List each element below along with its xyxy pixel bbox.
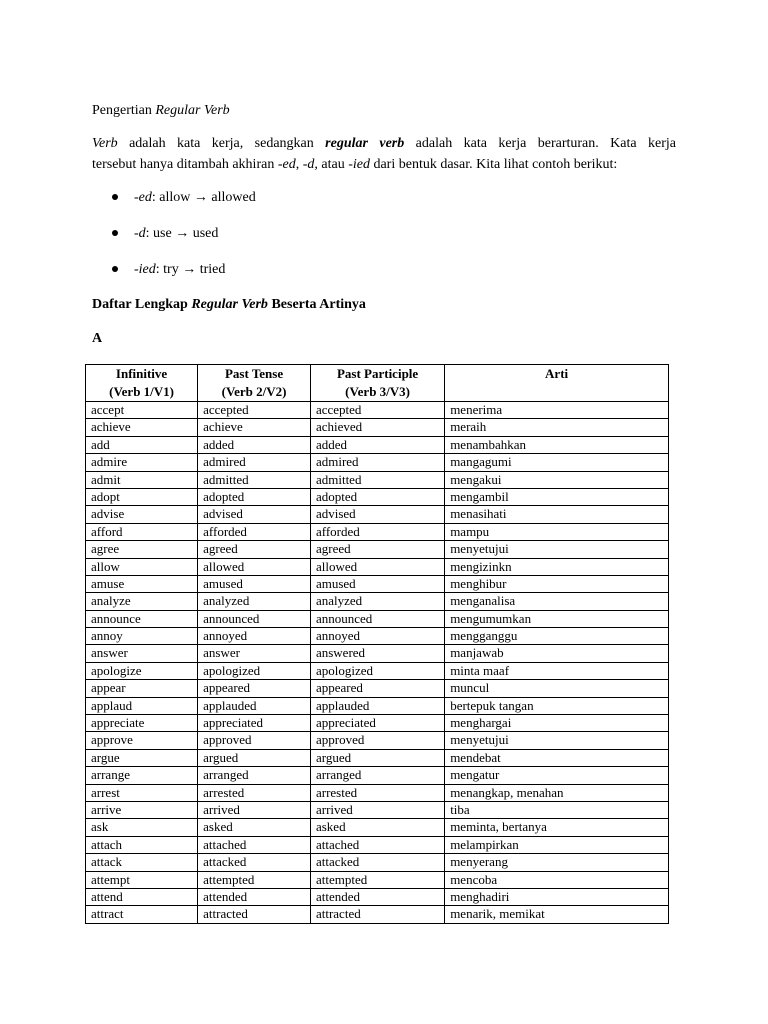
cell-past-participle: amused (310, 575, 444, 592)
cell-past-participle: admitted (310, 471, 444, 488)
bullet-item-ed (112, 190, 256, 206)
cell-arti: mengganggu (445, 628, 669, 645)
cell-past-participle: attempted (310, 871, 444, 888)
intro-text-2: adalah kata kerja berarturan. Kata kerja (404, 136, 676, 151)
cell-past-tense: appreciated (198, 715, 311, 732)
cell-infinitive: arrive (86, 801, 198, 818)
cell-infinitive: annoy (86, 628, 198, 645)
cell-past-tense: argued (198, 749, 311, 766)
table-row (86, 662, 669, 679)
cell-past-participle: appreciated (310, 715, 444, 732)
cell-arti: menghadiri (445, 888, 669, 905)
table-row (86, 732, 669, 749)
table-row (86, 541, 669, 558)
cell-arti: menghargai (445, 715, 669, 732)
table-row (86, 819, 669, 836)
header-line-2: (Verb 2/V2) (221, 384, 287, 399)
cell-past-tense: attached (198, 836, 311, 853)
cell-past-tense: admired (198, 454, 311, 471)
table-row (86, 628, 669, 645)
cell-past-tense: advised (198, 506, 311, 523)
cell-infinitive: attack (86, 854, 198, 871)
cell-infinitive: accept (86, 402, 198, 419)
table-row (86, 436, 669, 453)
cell-past-participle: answered (310, 645, 444, 662)
header-arti (445, 365, 669, 402)
cell-past-participle: accepted (310, 402, 444, 419)
table-row (86, 471, 669, 488)
table-row (86, 488, 669, 505)
cell-arti: menyetujui (445, 732, 669, 749)
cell-infinitive: ask (86, 819, 198, 836)
cell-past-tense: asked (198, 819, 311, 836)
section-letter: A (92, 331, 103, 346)
cell-past-participle: arrested (310, 784, 444, 801)
cell-past-tense: added (198, 436, 311, 453)
cell-infinitive: applaud (86, 697, 198, 714)
table-row (86, 836, 669, 853)
cell-past-tense: adopted (198, 488, 311, 505)
cell-infinitive: apologize (86, 662, 198, 679)
cell-arti: mengambil (445, 488, 669, 505)
cell-past-participle: afforded (310, 523, 444, 540)
cell-arti: minta maaf (445, 662, 669, 679)
table-row (86, 697, 669, 714)
cell-past-participle: attended (310, 888, 444, 905)
intro-suffix-d: d (307, 157, 315, 172)
cell-past-participle: apologized (310, 662, 444, 679)
table-row (86, 906, 669, 923)
table-row (86, 523, 669, 540)
intro-comma-1: , - (295, 157, 308, 172)
cell-past-tense: arrested (198, 784, 311, 801)
cell-arti: menyerang (445, 854, 669, 871)
cell-past-participle: arranged (310, 767, 444, 784)
table-row (86, 610, 669, 627)
intro-text-4: dari bentuk dasar. Kita lihat contoh berikut: (369, 157, 618, 172)
header-past-tense (198, 365, 311, 402)
bullet-suffix: -ied (134, 262, 156, 277)
heading-daftar (92, 297, 366, 313)
cell-past-participle: analyzed (310, 593, 444, 610)
bullet-example: : try → tried (155, 262, 226, 277)
cell-arti: tiba (445, 801, 669, 818)
header-line-2: (Verb 1/V1) (109, 384, 174, 399)
cell-arti: menghibur (445, 575, 669, 592)
table-row (86, 784, 669, 801)
table-row (86, 402, 669, 419)
bullet-example: : use → used (145, 226, 219, 241)
table-row (86, 593, 669, 610)
table-row (86, 854, 669, 871)
cell-past-participle: announced (310, 610, 444, 627)
table-row (86, 749, 669, 766)
table-row (86, 558, 669, 575)
cell-infinitive: attach (86, 836, 198, 853)
heading-daftar-italic: Regular Verb (191, 297, 268, 312)
cell-past-participle: attacked (310, 854, 444, 871)
cell-past-tense: amused (198, 575, 311, 592)
cell-arti: menangkap, menahan (445, 784, 669, 801)
cell-infinitive: afford (86, 523, 198, 540)
header-line-1: Past Tense (224, 366, 284, 381)
cell-past-tense: appeared (198, 680, 311, 697)
table-row (86, 575, 669, 592)
intro-suffix-ied: ied (352, 157, 370, 172)
heading-pengertian-italic: Regular Verb (155, 103, 230, 118)
cell-infinitive: appear (86, 680, 198, 697)
intro-line-2 (92, 154, 676, 175)
cell-arti: mampu (445, 523, 669, 540)
table-row (86, 454, 669, 471)
cell-past-participle: agreed (310, 541, 444, 558)
cell-infinitive: allow (86, 558, 198, 575)
header-line-1: Arti (545, 366, 569, 381)
cell-arti: mengatur (445, 767, 669, 784)
cell-infinitive: attract (86, 906, 198, 923)
table-row (86, 645, 669, 662)
cell-infinitive: argue (86, 749, 198, 766)
cell-past-tense: accepted (198, 402, 311, 419)
intro-regular-verb: regular verb (325, 136, 405, 151)
cell-arti: menganalisa (445, 593, 669, 610)
cell-arti: mencoba (445, 871, 669, 888)
cell-past-participle: annoyed (310, 628, 444, 645)
cell-past-tense: attended (198, 888, 311, 905)
cell-infinitive: admit (86, 471, 198, 488)
table-row (86, 871, 669, 888)
cell-past-tense: arrived (198, 801, 311, 818)
cell-arti: mendebat (445, 749, 669, 766)
cell-past-tense: achieve (198, 419, 311, 436)
cell-past-tense: applauded (198, 697, 311, 714)
bullet-dot-icon (112, 230, 118, 236)
cell-arti: menambahkan (445, 436, 669, 453)
intro-line-1 (92, 133, 676, 154)
cell-past-tense: agreed (198, 541, 311, 558)
cell-infinitive: attempt (86, 871, 198, 888)
cell-past-tense: analyzed (198, 593, 311, 610)
table-header-row (86, 365, 669, 402)
intro-suffix-ed: ed (282, 157, 296, 172)
cell-infinitive: amuse (86, 575, 198, 592)
cell-infinitive: achieve (86, 419, 198, 436)
cell-infinitive: agree (86, 541, 198, 558)
table-row (86, 767, 669, 784)
cell-past-participle: added (310, 436, 444, 453)
cell-infinitive: approve (86, 732, 198, 749)
heading-daftar-part2: Beserta Artinya (267, 297, 366, 312)
cell-arti: melampirkan (445, 836, 669, 853)
cell-past-participle: achieved (310, 419, 444, 436)
table-row (86, 506, 669, 523)
cell-past-participle: approved (310, 732, 444, 749)
header-line-1: Infinitive (115, 366, 168, 381)
table-row (86, 888, 669, 905)
cell-past-tense: approved (198, 732, 311, 749)
intro-verb: Verb (92, 136, 118, 151)
cell-past-participle: allowed (310, 558, 444, 575)
cell-past-tense: annoyed (198, 628, 311, 645)
cell-infinitive: arrange (86, 767, 198, 784)
intro-text-3: tersebut hanya ditambah akhiran - (92, 157, 283, 172)
cell-past-tense: attacked (198, 854, 311, 871)
table-row (86, 715, 669, 732)
cell-past-participle: attached (310, 836, 444, 853)
cell-past-tense: announced (198, 610, 311, 627)
cell-past-participle: arrived (310, 801, 444, 818)
intro-comma-2: , atau - (314, 157, 353, 172)
table-row (86, 801, 669, 818)
cell-past-participle: argued (310, 749, 444, 766)
cell-past-participle: appeared (310, 680, 444, 697)
cell-arti: menarik, memikat (445, 906, 669, 923)
cell-infinitive: adopt (86, 488, 198, 505)
cell-arti: manjawab (445, 645, 669, 662)
cell-arti: meraih (445, 419, 669, 436)
cell-past-tense: arranged (198, 767, 311, 784)
cell-past-tense: attracted (198, 906, 311, 923)
intro-paragraph (92, 133, 676, 175)
cell-infinitive: add (86, 436, 198, 453)
heading-daftar-part1: Daftar Lengkap (92, 297, 192, 312)
table-row (86, 680, 669, 697)
cell-past-tense: afforded (198, 523, 311, 540)
cell-arti: muncul (445, 680, 669, 697)
bullet-item-d (112, 226, 218, 242)
table-row (86, 419, 669, 436)
cell-past-tense: attempted (198, 871, 311, 888)
cell-arti: mangagumi (445, 454, 669, 471)
cell-past-tense: admitted (198, 471, 311, 488)
bullet-dot-icon (112, 194, 118, 200)
heading-pengertian (92, 103, 230, 119)
bullet-dot-icon (112, 266, 118, 272)
cell-arti: mengakui (445, 471, 669, 488)
cell-infinitive: answer (86, 645, 198, 662)
cell-infinitive: advise (86, 506, 198, 523)
header-infinitive (86, 365, 198, 402)
cell-arti: menasihati (445, 506, 669, 523)
cell-infinitive: admire (86, 454, 198, 471)
cell-past-participle: attracted (310, 906, 444, 923)
cell-arti: bertepuk tangan (445, 697, 669, 714)
cell-infinitive: announce (86, 610, 198, 627)
cell-infinitive: attend (86, 888, 198, 905)
cell-past-tense: allowed (198, 558, 311, 575)
cell-arti: mengizinkn (445, 558, 669, 575)
heading-pengertian-plain: Pengertian (92, 103, 156, 118)
cell-arti: menyetujui (445, 541, 669, 558)
intro-text-1: adalah kata kerja, sedangkan (117, 136, 326, 151)
verb-table (85, 364, 669, 924)
cell-infinitive: analyze (86, 593, 198, 610)
cell-past-tense: apologized (198, 662, 311, 679)
cell-past-tense: answer (198, 645, 311, 662)
cell-arti: menerima (445, 402, 669, 419)
cell-past-participle: advised (310, 506, 444, 523)
cell-arti: mengumumkan (445, 610, 669, 627)
bullet-suffix: -d (134, 226, 146, 241)
cell-past-participle: asked (310, 819, 444, 836)
cell-infinitive: arrest (86, 784, 198, 801)
cell-past-participle: admired (310, 454, 444, 471)
bullet-suffix: -ed (134, 190, 152, 205)
header-line-2: (Verb 3/V3) (345, 384, 411, 399)
bullet-example: : allow → allowed (151, 190, 256, 205)
cell-past-participle: adopted (310, 488, 444, 505)
cell-arti: meminta, bertanya (445, 819, 669, 836)
cell-infinitive: appreciate (86, 715, 198, 732)
bullet-item-ied (112, 262, 225, 278)
header-line-1: Past Participle (336, 366, 419, 381)
verb-table-body (86, 402, 669, 924)
header-past-participle (310, 365, 444, 402)
cell-past-participle: applauded (310, 697, 444, 714)
